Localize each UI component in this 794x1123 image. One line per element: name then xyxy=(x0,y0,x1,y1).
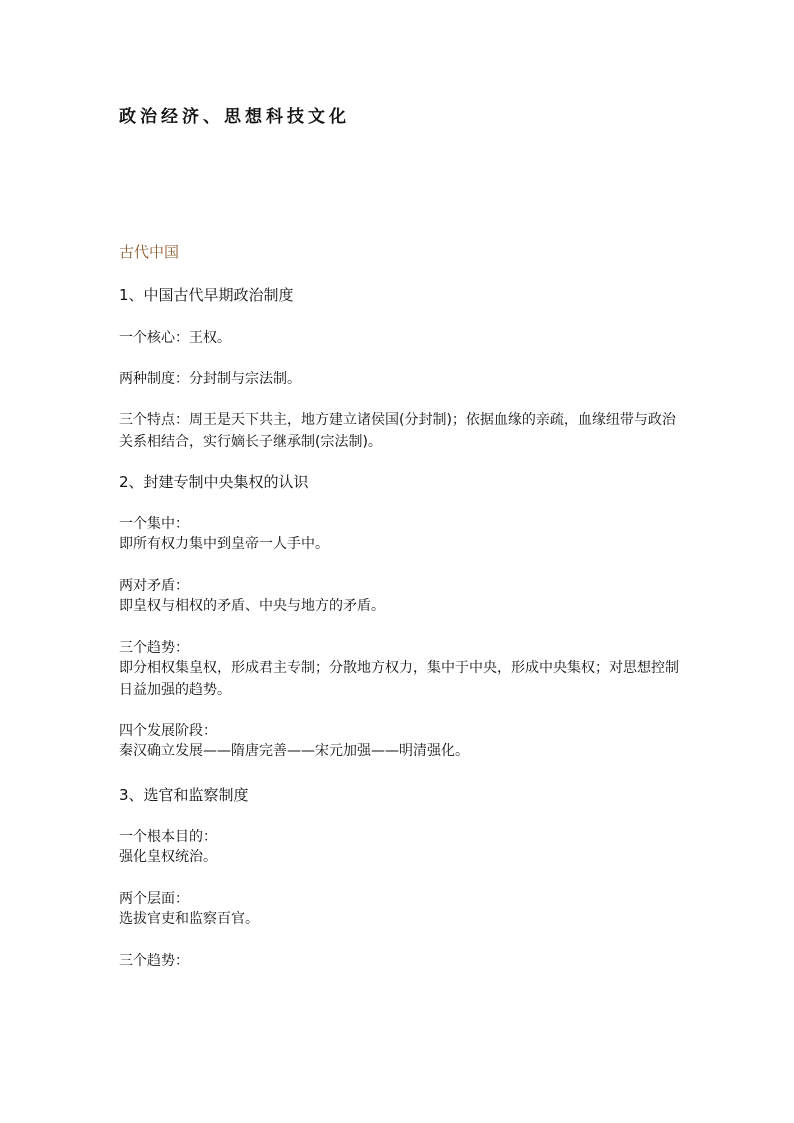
label-two-contradictions: 两对矛盾： xyxy=(119,578,189,594)
label-four-stages: 四个发展阶段： xyxy=(119,723,217,739)
heading-1: 1、中国古代早期政治制度 xyxy=(119,286,294,304)
text-four-stages: 秦汉确立发展——隋唐完善——宋元加强——明清强化。 xyxy=(119,743,469,759)
text-three-trends: 即分相权集皇权，形成君主专制；分散地方权力，集中于中央，形成中央集权；对思想控制日益加强的趋势。 xyxy=(119,660,679,698)
label-two-levels: 两个层面： xyxy=(119,891,189,907)
label-three-trends: 三个趋势： xyxy=(119,640,189,656)
document-title: 政治经济、思想科技文化 xyxy=(119,107,350,127)
paragraph-three-features: 三个特点：周王是天下共主，地方建立诸侯国(分封制)；依据血缘的亲疏，血缘纽带与政治关系相结合，实行嫡长子继承制(宗法制)。 xyxy=(119,412,676,450)
text-one-centralization: 即所有权力集中到皇帝一人手中。 xyxy=(119,536,329,552)
text-fundamental-purpose: 强化皇权统治。 xyxy=(119,849,217,865)
text-two-contradictions: 即皇权与相权的矛盾、中央与地方的矛盾。 xyxy=(119,598,385,614)
paragraph-two-systems: 两种制度：分封制与宗法制。 xyxy=(119,371,301,387)
text-two-levels: 选拔官吏和监察百官。 xyxy=(119,911,259,927)
label-three-trends-2: 三个趋势： xyxy=(119,953,189,969)
section-title: 古代中国 xyxy=(119,243,180,261)
label-fundamental-purpose: 一个根本目的： xyxy=(119,829,217,845)
paragraph-core: 一个核心：王权。 xyxy=(119,330,231,346)
label-one-centralization: 一个集中： xyxy=(119,516,189,532)
heading-3: 3、选官和监察制度 xyxy=(119,786,249,804)
heading-2: 2、封建专制中央集权的认识 xyxy=(119,473,309,491)
